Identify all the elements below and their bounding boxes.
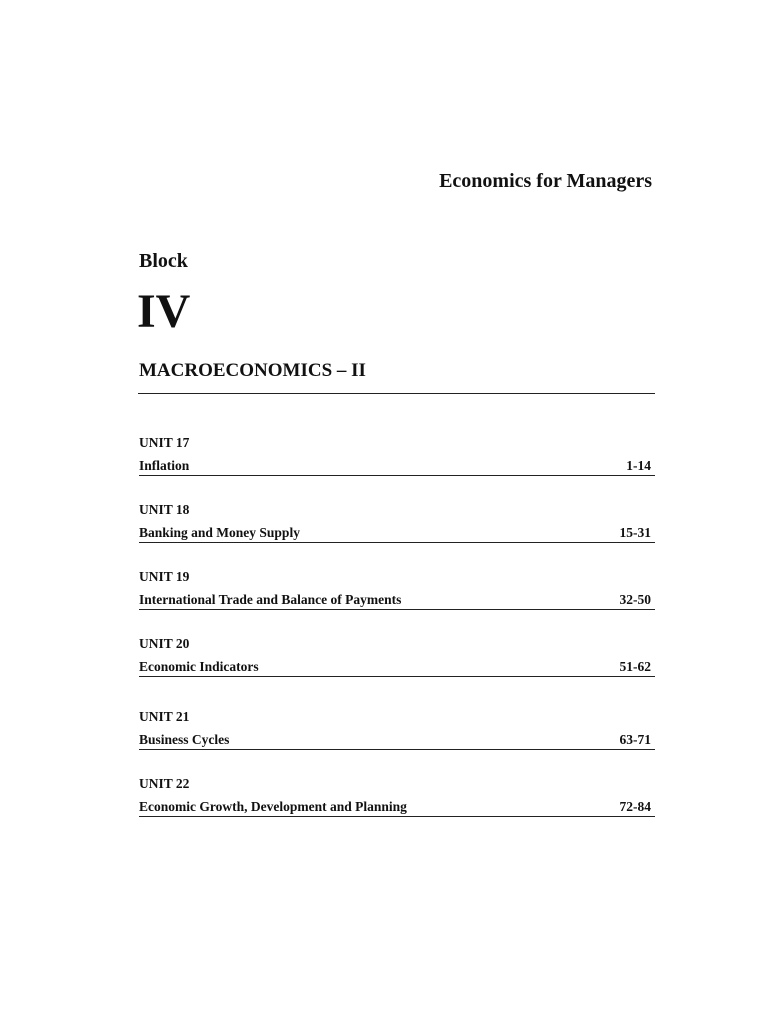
unit-pages: 72-84 — [619, 799, 651, 814]
unit-entry — [139, 708, 655, 775]
unit-entry — [139, 501, 655, 568]
block-number: IV — [137, 285, 191, 338]
unit-entry — [139, 568, 655, 635]
unit-code: UNIT 20 — [139, 636, 190, 651]
unit-pages: 15-31 — [619, 525, 651, 540]
unit-list — [139, 434, 655, 842]
unit-code: UNIT 21 — [139, 709, 190, 724]
unit-row — [139, 457, 655, 476]
course-title: Economics for Managers — [439, 170, 652, 192]
unit-row — [139, 591, 655, 610]
block-title: MACROECONOMICS – II — [139, 360, 366, 381]
unit-name: Inflation — [139, 458, 190, 473]
unit-name: Economic Growth, Development and Planning — [139, 799, 407, 814]
unit-row — [139, 731, 655, 750]
unit-name: Banking and Money Supply — [139, 525, 300, 540]
unit-row — [139, 658, 655, 677]
block-label: Block — [139, 250, 188, 272]
unit-code: UNIT 18 — [139, 502, 190, 517]
unit-code: UNIT 19 — [139, 569, 190, 584]
unit-pages: 51-62 — [619, 659, 651, 674]
unit-pages: 1-14 — [626, 458, 651, 473]
unit-name: Economic Indicators — [139, 659, 259, 674]
unit-name: International Trade and Balance of Payments — [139, 592, 402, 607]
unit-row — [139, 524, 655, 543]
unit-pages: 63-71 — [619, 732, 651, 747]
unit-name: Business Cycles — [139, 732, 230, 747]
block-title-rule — [138, 393, 655, 394]
unit-entry — [139, 635, 655, 708]
unit-entry — [139, 775, 655, 842]
unit-row — [139, 798, 655, 817]
unit-code: UNIT 17 — [139, 435, 190, 450]
unit-code: UNIT 22 — [139, 776, 190, 791]
unit-pages: 32-50 — [619, 592, 651, 607]
unit-entry — [139, 434, 655, 501]
